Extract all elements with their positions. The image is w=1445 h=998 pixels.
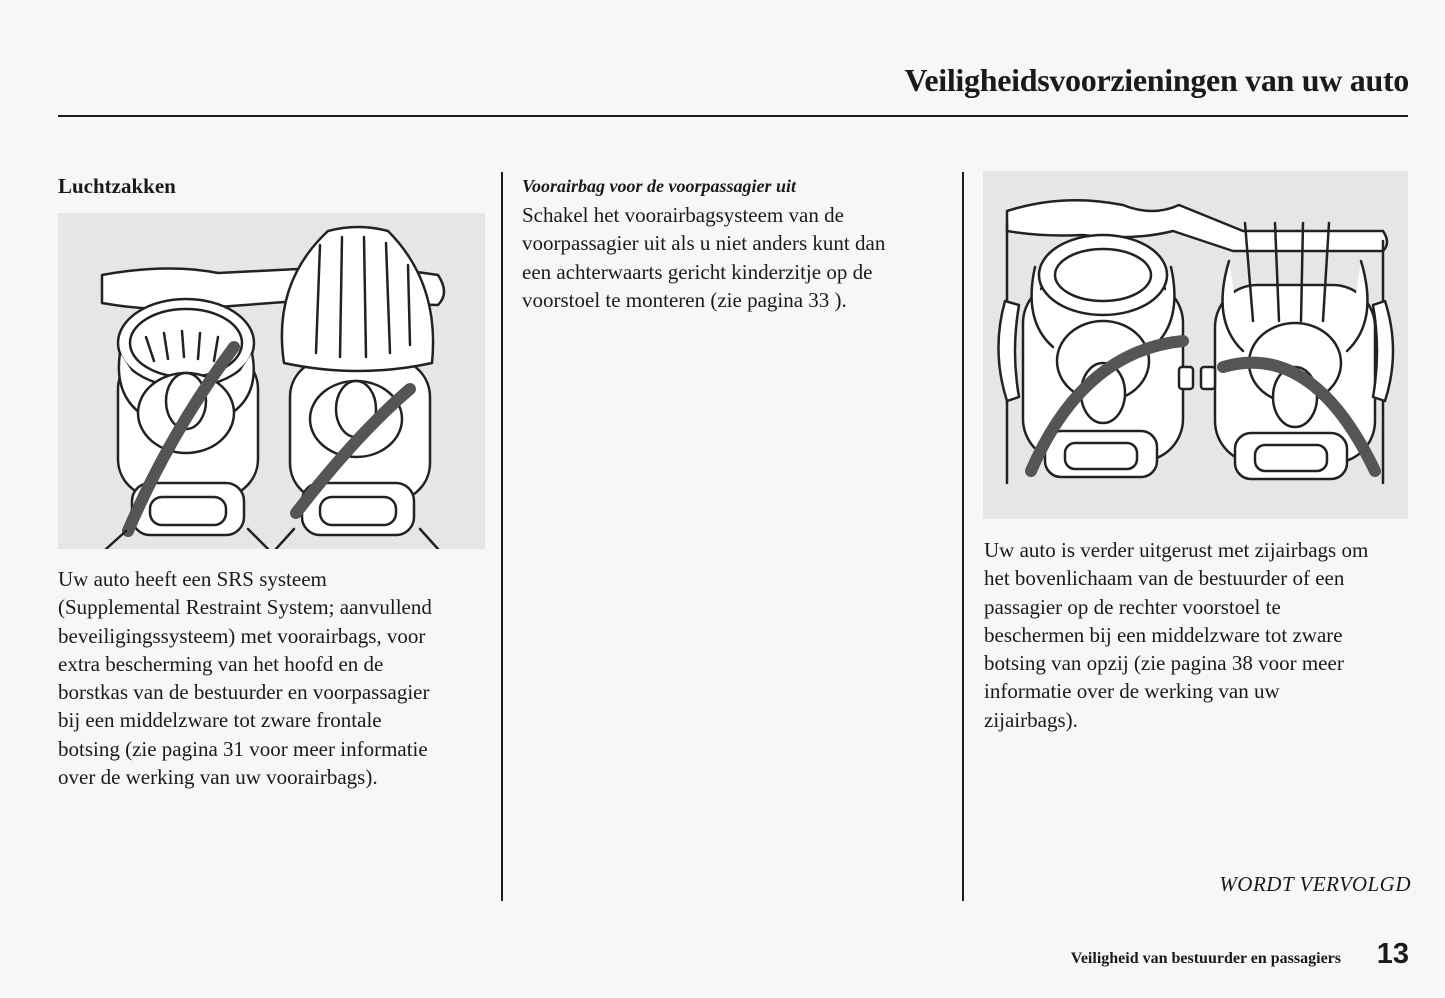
page-title: Veiligheidsvoorzieningen van uw auto <box>904 62 1409 98</box>
continued-label: WORDT VERVOLGD <box>1219 872 1411 896</box>
header-rule <box>58 115 1408 117</box>
front-airbags-figure <box>58 213 485 549</box>
left-paragraph: Uw auto heeft een SRS systeem (Supplemental Restraint System; aanvullend beveiligingssysteem) met voorairbags, voor extra bescherming van het hoofd en de borstkas van de bestuurder en voorpassagier bij een middelzware tot zware frontale botsing (zie pagina 31 voor meer informatie over de werking van uw voorairbags). <box>58 567 432 790</box>
section-heading: Luchtzakken <box>58 174 176 198</box>
page-number: 13 <box>1376 938 1409 970</box>
middle-paragraph: Schakel het voorairbagsysteem van de voorpassagier uit als u niet anders kunt dan een achterwaarts gericht kinderzitje op de voorstoel te monteren (zie pagina 33 ). <box>522 203 886 312</box>
right-paragraph: Uw auto is verder uitgerust met zijairbags om het bovenlichaam van de bestuurder of een passagier op de rechter voorstoel te beschermen bij een middelzware tot zware botsing van opzij (zie pagina 38 voor meer informatie over de werking van uw zijairbags). <box>984 538 1369 732</box>
side-airbags-figure <box>983 171 1408 519</box>
column-divider-right <box>962 172 964 901</box>
subheading: Voorairbag voor de voorpassagier uit <box>522 176 797 196</box>
column-divider-left <box>501 172 503 901</box>
front-airbags-illustration-icon <box>58 213 485 549</box>
side-airbags-illustration-icon <box>983 171 1408 519</box>
footer-section-label: Veiligheid van bestuurder en passagiers <box>1070 950 1341 967</box>
